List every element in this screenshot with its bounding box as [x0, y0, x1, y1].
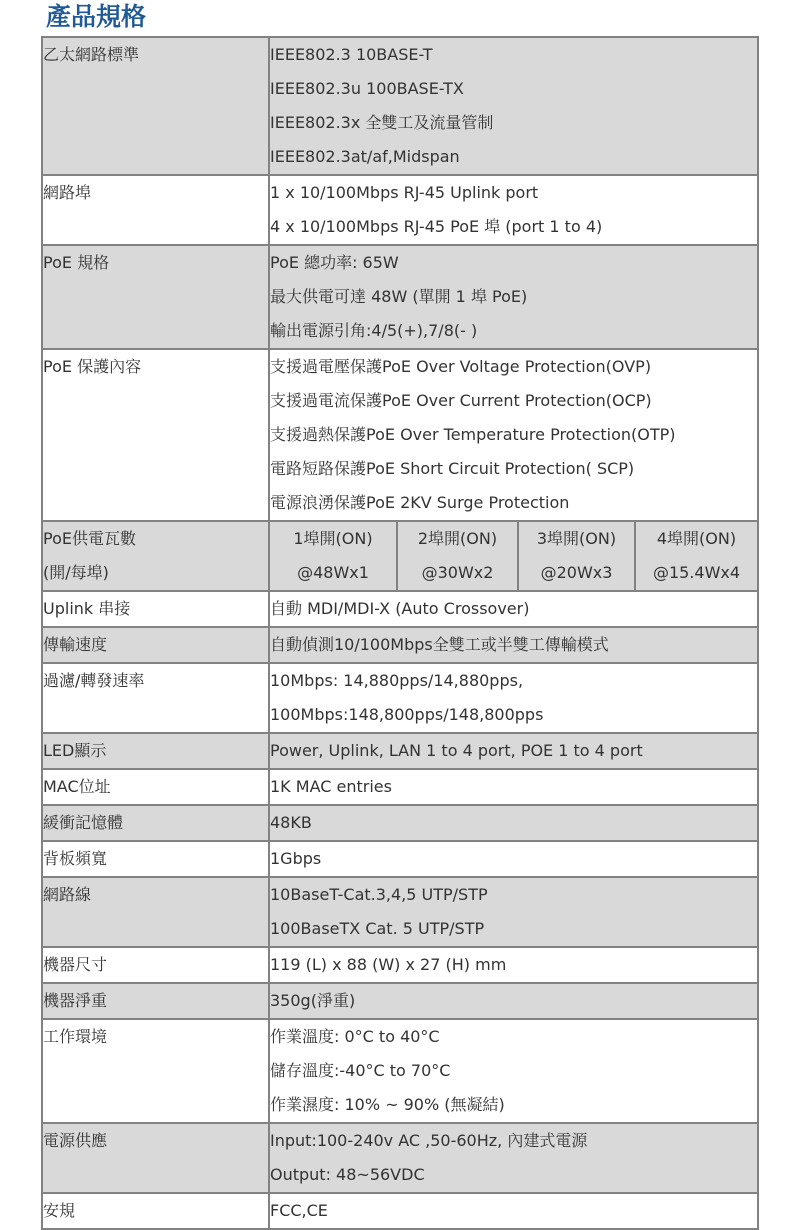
spec-label-line: 安規 [43, 1201, 76, 1220]
spec-label-line: 機器淨重 [43, 991, 108, 1010]
poe-power-option [635, 522, 757, 590]
spec-label-line: 工作環境 [43, 1027, 108, 1046]
spec-value-line: FCC,CE [270, 1201, 328, 1220]
spec-label [42, 805, 269, 841]
spec-value-line: PoE 總功率: 65W [270, 253, 399, 272]
spec-value [269, 591, 758, 627]
spec-value [269, 769, 758, 805]
spec-label-line: MAC位址 [43, 777, 111, 796]
spec-value [269, 841, 758, 877]
poe-watts-per-port: @30Wx2 [421, 563, 494, 582]
spec-label-line: 乙太網路標準 [43, 45, 140, 64]
spec-label-line: 背板頻寬 [43, 849, 108, 868]
poe-power-option [518, 522, 635, 590]
spec-value [269, 627, 758, 663]
spec-label [42, 733, 269, 769]
spec-label [42, 877, 269, 947]
poe-watts-per-port: @48Wx1 [297, 563, 369, 582]
spec-row [42, 877, 758, 947]
spec-value [269, 983, 758, 1019]
spec-value-line: 最大供電可達 48W (單開 1 埠 PoE) [270, 287, 528, 306]
spec-value [269, 805, 758, 841]
spec-value [269, 663, 758, 733]
spec-row [42, 1019, 758, 1123]
spec-label [42, 175, 269, 245]
spec-row [42, 591, 758, 627]
spec-value-line: 支援過熱保護PoE Over Temperature Protection(OTP) [270, 425, 676, 444]
spec-row [42, 947, 758, 983]
spec-label [42, 245, 269, 349]
spec-row [42, 663, 758, 733]
spec-label-line: Uplink 串接 [43, 599, 131, 618]
spec-value-line: 作業濕度: 10% ~ 90% (無凝結) [270, 1095, 505, 1114]
spec-value-line: Power, Uplink, LAN 1 to 4 port, POE 1 to 4 port [270, 741, 643, 760]
spec-value-line: 支援過電壓保護PoE Over Voltage Protection(OVP) [270, 357, 652, 376]
spec-value [269, 349, 758, 521]
spec-label-line: PoE供電瓦數 [43, 529, 136, 548]
spec-label [42, 983, 269, 1019]
spec-row [42, 175, 758, 245]
spec-label [42, 37, 269, 175]
spec-row [42, 349, 758, 521]
spec-label-line: 網路埠 [43, 183, 92, 202]
poe-ports-on: 2埠開(ON) [417, 529, 498, 548]
spec-value [269, 245, 758, 349]
spec-label-line: PoE 保護內容 [43, 357, 142, 376]
poe-power-cell [269, 521, 758, 591]
spec-value-line: IEEE802.3u 100BASE-TX [270, 79, 464, 98]
spec-value-line: 10BaseT-Cat.3,4,5 UTP/STP [270, 885, 488, 904]
spec-label [42, 769, 269, 805]
spec-value-line: Input:100-240v AC ,50-60Hz, 內建式電源 [270, 1131, 588, 1150]
spec-label [42, 349, 269, 521]
spec-value [269, 1123, 758, 1193]
spec-value-line: IEEE802.3 10BASE-T [270, 45, 433, 64]
spec-value-line: 1K MAC entries [270, 777, 392, 796]
spec-value [269, 1193, 758, 1229]
spec-value-line: 100BaseTX Cat. 5 UTP/STP [270, 919, 485, 938]
poe-power-option [270, 522, 397, 590]
spec-label [42, 1123, 269, 1193]
spec-value-line: 自動偵測10/100Mbps全雙工或半雙工傳輸模式 [270, 635, 609, 654]
page-title: 產品規格 [46, 2, 147, 31]
spec-value [269, 1019, 758, 1123]
spec-value [269, 733, 758, 769]
spec-value-line: 電路短路保護PoE Short Circuit Protection( SCP) [270, 459, 635, 478]
spec-row [42, 521, 758, 591]
spec-value [269, 175, 758, 245]
spec-row [42, 1193, 758, 1229]
spec-label-line: 機器尺寸 [43, 955, 108, 974]
spec-label [42, 947, 269, 983]
spec-label [42, 521, 269, 591]
spec-value-line: 電源浪湧保護PoE 2KV Surge Protection [270, 493, 570, 512]
spec-value-line: 119 (L) x 88 (W) x 27 (H) mm [270, 955, 507, 974]
spec-value-line: Output: 48~56VDC [270, 1165, 425, 1184]
spec-value-line: 350g(淨重) [270, 991, 356, 1010]
spec-value-line: 10Mbps: 14,880pps/14,880pps, [270, 671, 524, 690]
spec-label [42, 841, 269, 877]
spec-row [42, 983, 758, 1019]
poe-watts-per-port: @20Wx3 [540, 563, 613, 582]
spec-value-line: 4 x 10/100Mbps RJ-45 PoE 埠 (port 1 to 4) [270, 217, 603, 236]
spec-label [42, 627, 269, 663]
poe-ports-on: 1埠開(ON) [293, 529, 373, 548]
spec-label-line: 網路線 [43, 885, 92, 904]
spec-value [269, 947, 758, 983]
spec-value-line: 輸出電源引角:4/5(+),7/8(- ) [270, 321, 478, 340]
spec-row [42, 627, 758, 663]
spec-value [269, 37, 758, 175]
spec-row [42, 245, 758, 349]
spec-label-line: 過濾/轉發速率 [43, 671, 145, 690]
spec-value-line: 自動 MDI/MDI-X (Auto Crossover) [270, 599, 530, 618]
spec-row [42, 1123, 758, 1193]
spec-table [41, 36, 759, 1230]
spec-value-line: 1 x 10/100Mbps RJ-45 Uplink port [270, 183, 539, 202]
spec-value-line: IEEE802.3x 全雙工及流量管制 [270, 113, 494, 132]
spec-row [42, 769, 758, 805]
spec-value-line: 100Mbps:148,800pps/148,800pps [270, 705, 544, 724]
spec-value [269, 877, 758, 947]
spec-label [42, 1193, 269, 1229]
poe-power-option [397, 522, 518, 590]
spec-label-line: LED顯示 [43, 741, 107, 760]
spec-label-line: 電源供應 [43, 1131, 108, 1150]
spec-row [42, 37, 758, 175]
poe-power-table [270, 522, 757, 590]
spec-value-line: IEEE802.3at/af,Midspan [270, 147, 460, 166]
spec-value-line: 48KB [270, 813, 312, 832]
spec-label [42, 663, 269, 733]
spec-value-line: 1Gbps [270, 849, 322, 868]
spec-value-line: 作業溫度: 0°C to 40°C [270, 1027, 440, 1046]
spec-value-line: 支援過電流保護PoE Over Current Protection(OCP) [270, 391, 652, 410]
spec-label-line: (開/每埠) [43, 563, 109, 582]
spec-row [42, 733, 758, 769]
spec-label-line: 緩衝記憶體 [43, 813, 124, 832]
poe-watts-per-port: @15.4Wx4 [652, 563, 741, 582]
spec-label-line: 傳輸速度 [43, 635, 108, 654]
poe-ports-on: 4埠開(ON) [656, 529, 737, 548]
spec-label [42, 1019, 269, 1123]
spec-label-line: PoE 規格 [43, 253, 110, 272]
spec-value-line: 儲存溫度:-40°C to 70°C [270, 1061, 451, 1080]
spec-row [42, 841, 758, 877]
poe-ports-on: 3埠開(ON) [536, 529, 617, 548]
spec-row [42, 805, 758, 841]
spec-label [42, 591, 269, 627]
